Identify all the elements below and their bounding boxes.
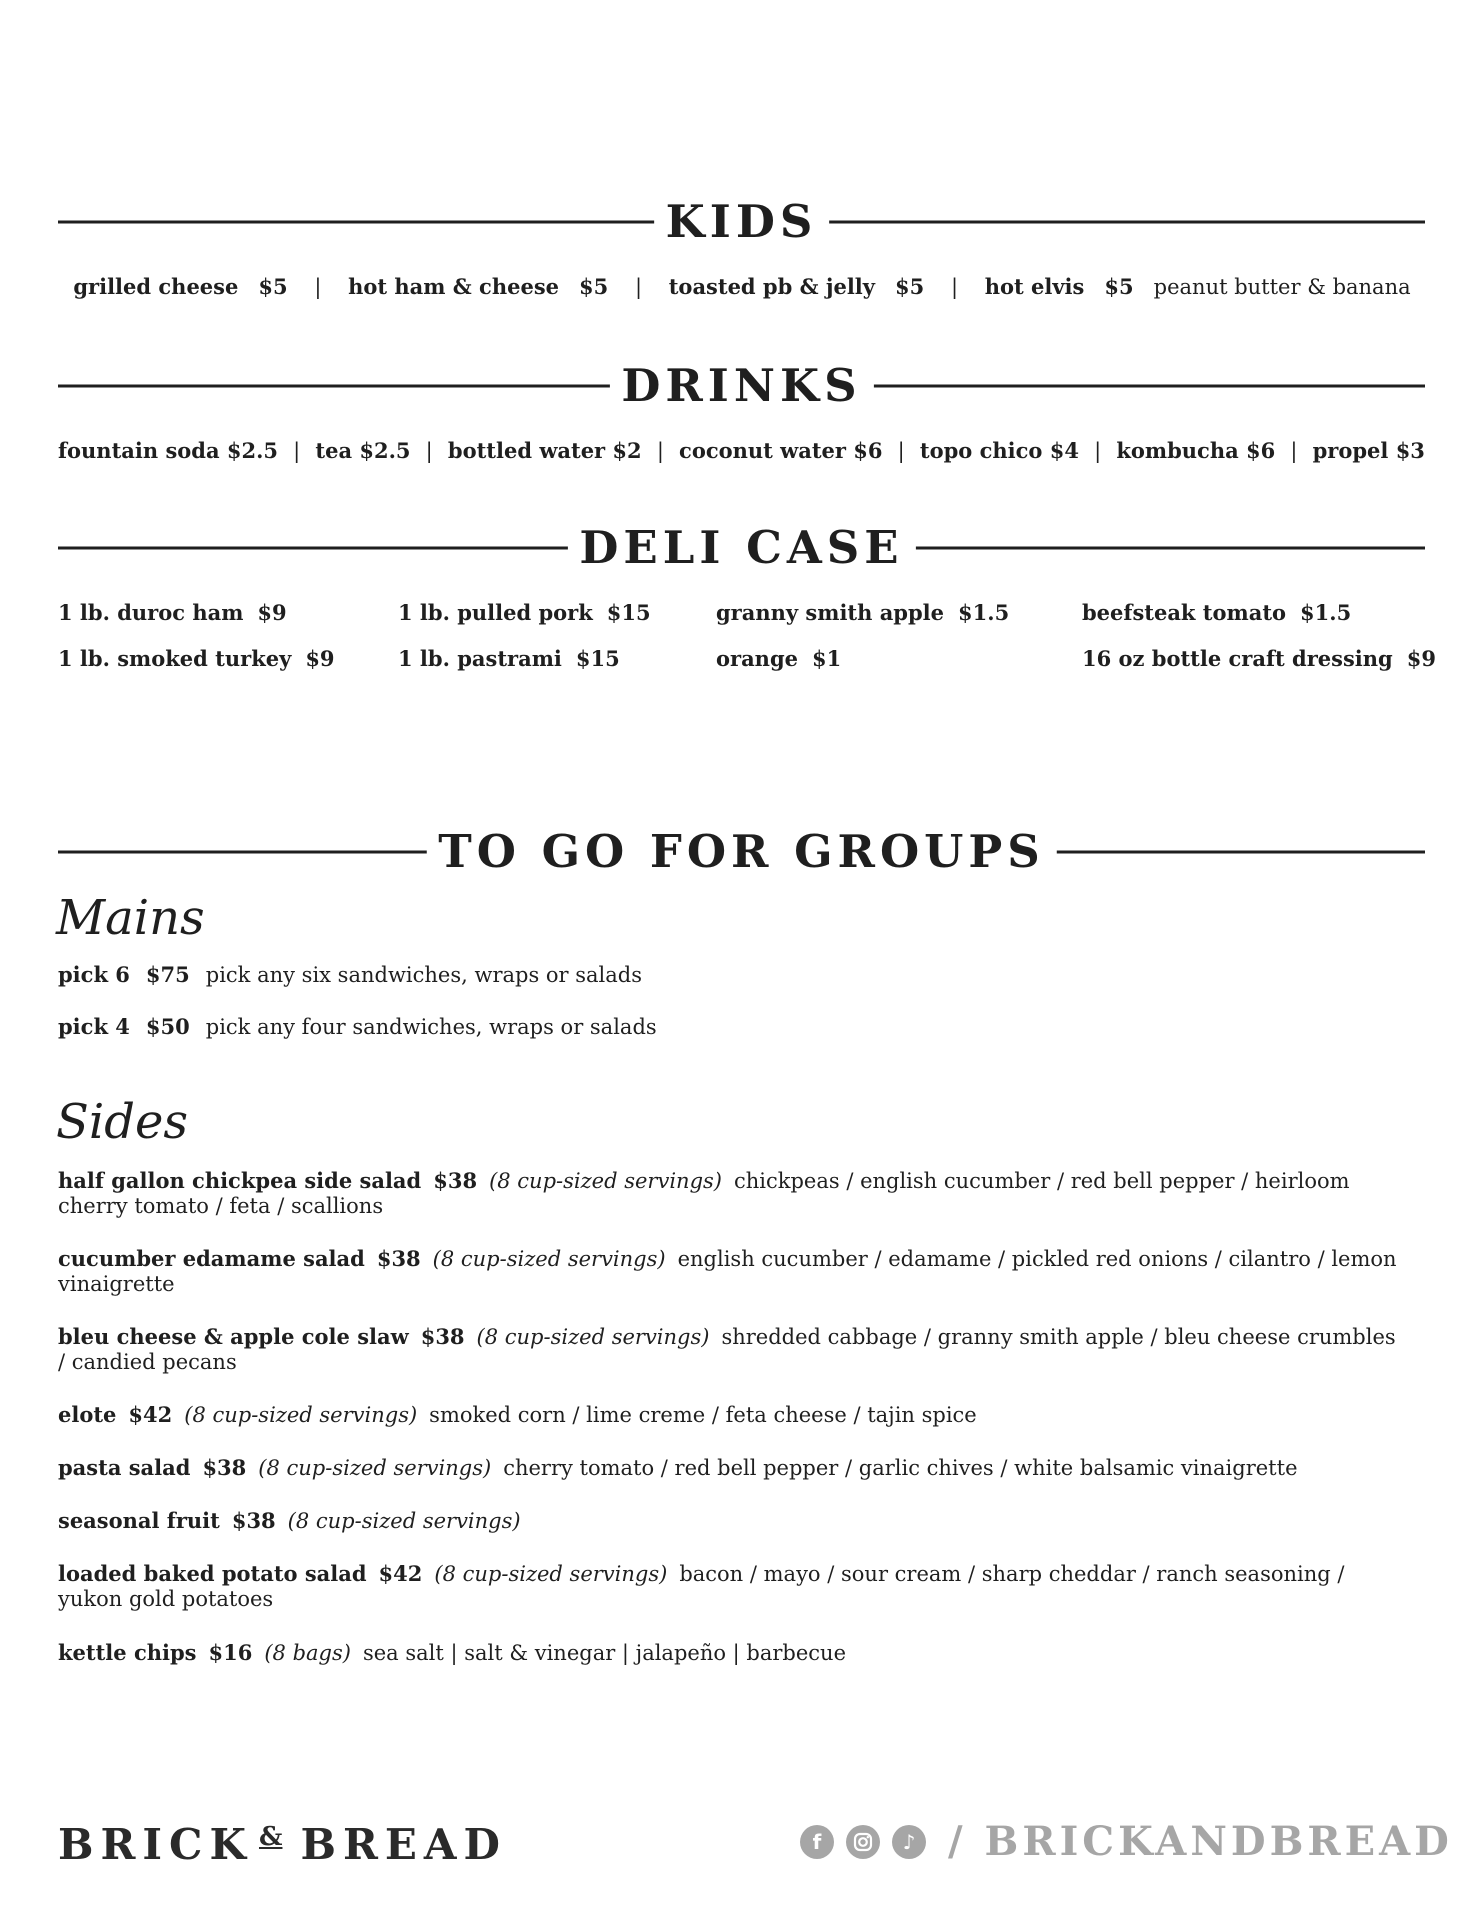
side-item-price: $38	[202, 1455, 247, 1480]
kids-section-header	[58, 192, 1425, 252]
deli-item-name: 1 lb. smoked turkey	[58, 646, 292, 671]
side-item-serving: (8 cup-sized servings)	[184, 1403, 418, 1427]
separator: |	[425, 439, 433, 463]
facebook-icon[interactable]: f	[800, 1825, 834, 1859]
deli-item	[58, 646, 335, 671]
side-item-name: kettle chips	[58, 1640, 197, 1665]
mains-item-price: $50	[145, 1014, 190, 1039]
mains-item-name: pick 4	[58, 1014, 130, 1039]
brand-ampersand: &	[258, 1822, 283, 1852]
deli-case-section-header	[58, 518, 1425, 578]
side-item-description: bacon / mayo / sour cream / sharp cheddar / ranch seasoning / yukon gold potatoes	[58, 1562, 1345, 1611]
side-item	[58, 1168, 1398, 1219]
deli-item-name: orange	[716, 646, 798, 671]
deli-item	[1082, 600, 1351, 625]
side-item-serving: (8 cup-sized servings)	[434, 1562, 668, 1586]
mains-item-price: $75	[145, 962, 190, 987]
drink-item: coconut water $6	[679, 438, 883, 463]
drinks-section-header	[58, 356, 1425, 416]
side-item-description: chickpeas / english cucumber / red bell pepper / heirloom cherry tomato / feta / scallions	[58, 1169, 1350, 1218]
brand-word-left: BRICK	[58, 1820, 253, 1869]
deli-item	[58, 600, 287, 625]
deli-item-price: $15	[606, 600, 651, 625]
deli-item-price: $9	[305, 646, 335, 671]
instagram-icon[interactable]	[846, 1825, 880, 1859]
separator: |	[897, 439, 905, 463]
drink-item: kombucha $6	[1116, 438, 1276, 463]
side-item-price: $42	[378, 1561, 423, 1586]
side-item-name: seasonal fruit	[58, 1508, 220, 1533]
side-item-serving: (8 cup-sized servings)	[489, 1169, 722, 1193]
deli-item	[398, 646, 620, 671]
kids-items	[0, 273, 1484, 301]
deli-item	[398, 600, 651, 625]
deli-item-price: $9	[257, 600, 287, 625]
menu-item-name: grilled cheese	[73, 274, 239, 299]
deli-item	[716, 646, 841, 671]
separator: |	[1290, 439, 1298, 463]
side-item	[58, 1508, 1398, 1534]
separator: |	[656, 439, 664, 463]
menu-item-description: peanut butter & banana	[1153, 275, 1411, 299]
side-item	[58, 1324, 1398, 1375]
side-item-name: pasta salad	[58, 1455, 191, 1480]
side-item-description: shredded cabbage / granny smith apple / bleu cheese crumbles / candied pecans	[58, 1325, 1396, 1374]
deli-item-name: granny smith apple	[716, 600, 945, 625]
separator: |	[314, 275, 322, 299]
side-item-serving: (8 cup-sized servings)	[258, 1456, 492, 1480]
groups-title: TO GO FOR GROUPS	[426, 822, 1056, 882]
drinks-items	[58, 437, 1425, 465]
deli-item	[1082, 646, 1436, 671]
side-item-name: loaded baked potato salad	[58, 1561, 367, 1586]
separator: |	[634, 275, 643, 299]
drink-item: bottled water $2	[447, 438, 642, 463]
deli-item-name: beefsteak tomato	[1082, 600, 1287, 625]
separator: |	[950, 275, 959, 299]
menu-item-price: $5	[579, 274, 609, 299]
mains-item	[58, 1014, 657, 1039]
social-links	[800, 1818, 1453, 1865]
drinks-title: DRINKS	[609, 356, 873, 416]
drink-item: tea $2.5	[315, 438, 411, 463]
menu-item-price: $5	[258, 274, 288, 299]
side-item-serving: (8 bags)	[264, 1641, 351, 1665]
side-item-price: $38	[420, 1324, 465, 1349]
mains-item	[58, 962, 642, 987]
drink-item: fountain soda $2.5	[58, 438, 279, 463]
mains-item-name: pick 6	[58, 962, 130, 987]
deli-item-price: $15	[575, 646, 620, 671]
social-handle[interactable]: / BRICKANDBREAD	[948, 1818, 1453, 1865]
drink-item: topo chico $4	[919, 438, 1079, 463]
menu-item-name: toasted pb & jelly	[668, 274, 875, 299]
mains-item-description: pick any four sandwiches, wraps or salads	[205, 1015, 657, 1039]
side-item-name: cucumber edamame salad	[58, 1246, 365, 1271]
menu-item-name: hot ham & cheese	[348, 274, 560, 299]
side-item-price: $42	[128, 1402, 173, 1427]
side-item-serving: (8 cup-sized servings)	[287, 1509, 521, 1533]
deli-item	[716, 600, 1009, 625]
side-item-description: sea salt | salt & vinegar | jalapeño | barbecue	[362, 1641, 847, 1665]
mains-heading: Mains	[56, 890, 205, 946]
brand-word-right: BREAD	[300, 1820, 507, 1869]
deli-case-title: DELI CASE	[567, 518, 915, 578]
side-item-name: elote	[58, 1402, 117, 1427]
sides-heading: Sides	[56, 1094, 188, 1150]
side-item-description: english cucumber / edamame / pickled red onions / cilantro / lemon vinaigrette	[58, 1247, 1397, 1296]
separator: |	[293, 439, 301, 463]
side-item-serving: (8 cup-sized servings)	[432, 1247, 666, 1271]
deli-item-price: $1	[812, 646, 842, 671]
deli-item-name: 1 lb. pastrami	[398, 646, 562, 671]
deli-item-name: 1 lb. duroc ham	[58, 600, 244, 625]
mains-item-description: pick any six sandwiches, wraps or salads	[205, 963, 643, 987]
tiktok-icon[interactable]: ♪	[892, 1825, 926, 1859]
deli-item-price: $9	[1406, 646, 1436, 671]
deli-item-price: $1.5	[958, 600, 1010, 625]
side-item-price: $38	[231, 1508, 276, 1533]
deli-item-price: $1.5	[1300, 600, 1352, 625]
menu-item-price: $5	[895, 274, 925, 299]
side-item-name: half gallon chickpea side salad	[58, 1168, 422, 1193]
side-item-description: smoked corn / lime creme / feta cheese / tajin spice	[429, 1403, 977, 1427]
side-item	[58, 1402, 1398, 1428]
side-item-price: $38	[433, 1168, 478, 1193]
menu-item-name: hot elvis	[984, 274, 1085, 299]
side-item	[58, 1561, 1398, 1612]
side-item	[58, 1455, 1398, 1481]
side-item	[58, 1246, 1398, 1297]
side-item-description: cherry tomato / red bell pepper / garlic chives / white balsamic vinaigrette	[503, 1456, 1298, 1480]
deli-item-name: 1 lb. pulled pork	[398, 600, 593, 625]
side-item-serving: (8 cup-sized servings)	[476, 1325, 710, 1349]
separator: |	[1094, 439, 1102, 463]
brand-logo	[58, 1820, 507, 1869]
drink-item: propel $3	[1312, 438, 1425, 463]
side-item-price: $38	[376, 1246, 421, 1271]
deli-item-name: 16 oz bottle craft dressing	[1082, 646, 1393, 671]
kids-title: KIDS	[654, 192, 830, 252]
side-item-name: bleu cheese & apple cole slaw	[58, 1324, 409, 1349]
groups-section-header	[58, 822, 1425, 882]
side-item-price: $16	[208, 1640, 253, 1665]
menu-item-price: $5	[1104, 274, 1134, 299]
side-item	[58, 1640, 1398, 1666]
